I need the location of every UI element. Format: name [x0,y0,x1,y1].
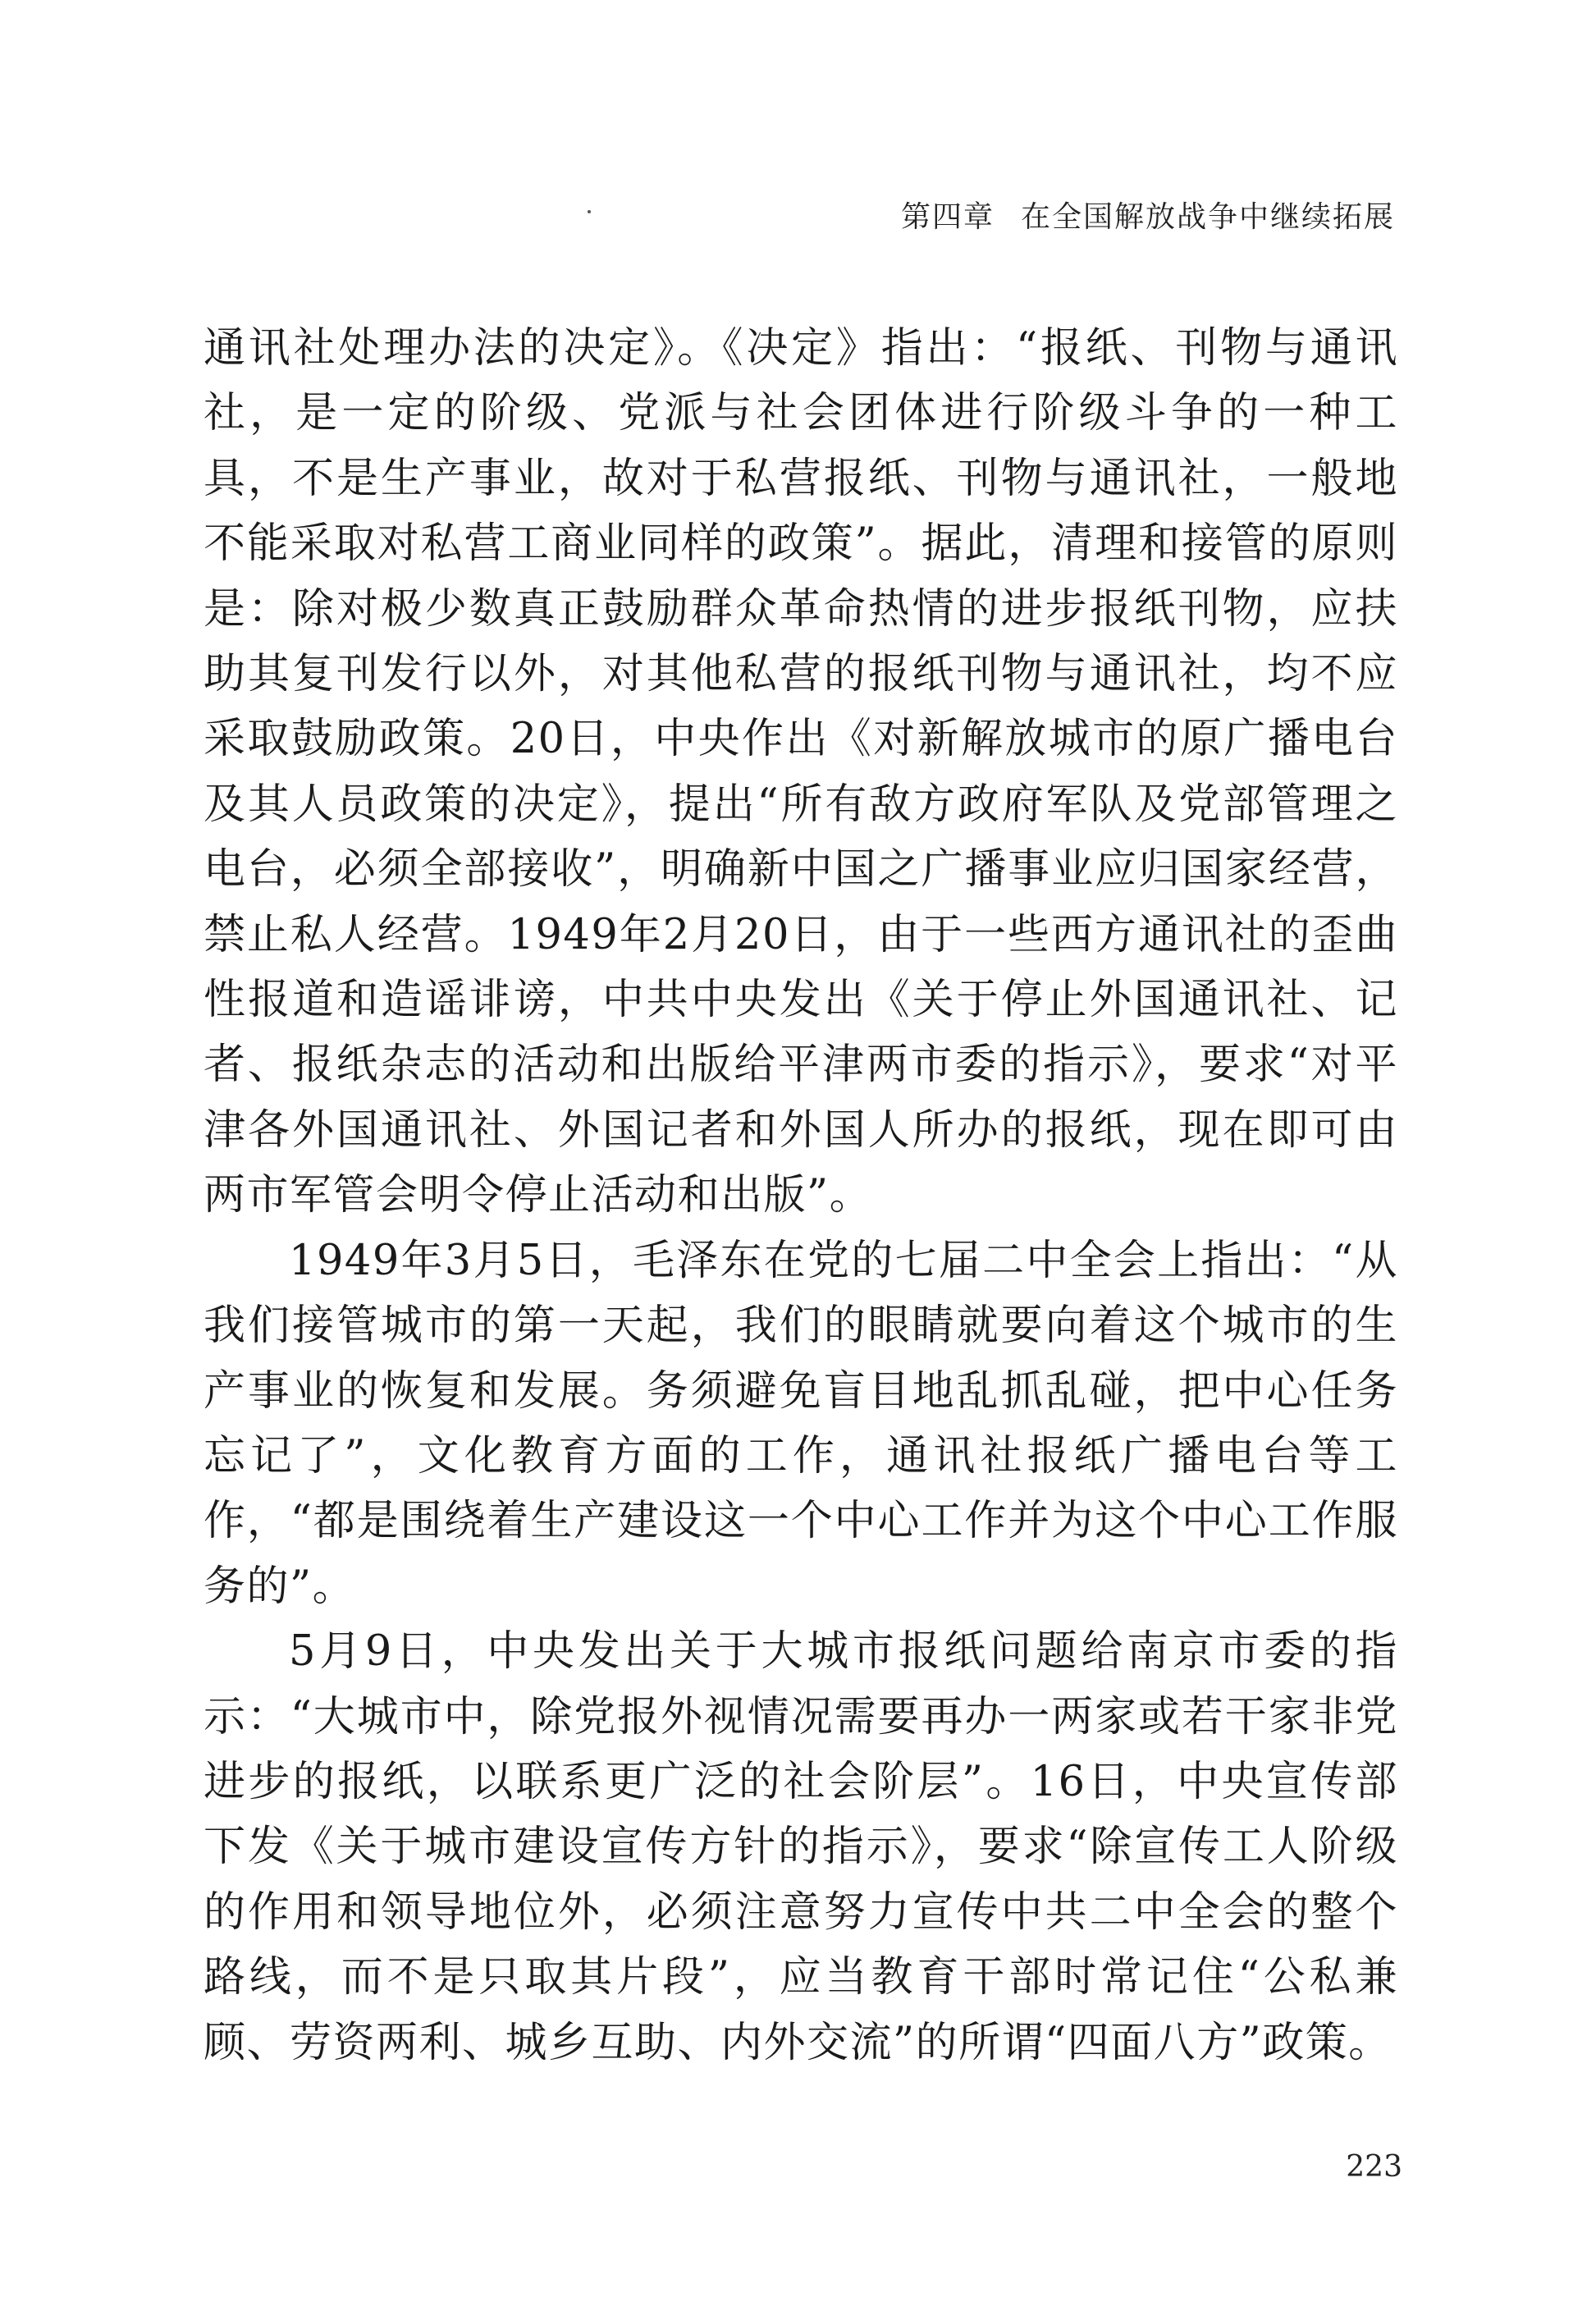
paragraph-3: 5月9日，中央发出关于大城市报纸问题给南京市委的指示：“大城市中，除党报外视情况需要再办一两家或若干家非党进步的报纸，以联系更广泛的社会阶层”。16日，中央宣传部下发《关于城市建设宣传方针的指示》，要求“除宣传工人阶级的作用和领导地位外，必须注意努力宣传中共二中全会的整个路线，而不是只取其片段”，应当教育干部时常记住“公私兼顾、劳资两利、城乡互助、内外交流”的所谓“四面八方”政策。 [204,1627,1398,2067]
body-text [204,316,1398,2075]
header-title: 在全国解放战争中继续拓展 [1020,200,1395,234]
print-speck [588,210,591,213]
running-header [901,194,1395,236]
paragraph-1: 通讯社处理办法的决定》。《决定》指出：“报纸、刊物与通讯社，是一定的阶级、党派与社会团体进行阶级斗争的一种工具，不是生产事业，故对于私营报纸、刊物与通讯社，一般地不能采取对私营工商业同样的政策”。据此，清理和接管的原则是：除对极少数真正鼓励群众革命热情的进步报纸刊物，应扶助其复刊发行以外，对其他私营的报纸刊物与通讯社，均不应采取鼓励政策。20日，中央作出《对新解放城市的原广播电台及其人员政策的决定》，提出“所有敌方政府军队及党部管理之电台，必须全部接收”，明确新中国之广播事业应归国家经营，禁止私人经营。1949年2月20日，由于一些西方通讯社的歪曲性报道和造谣诽谤，中共中央发出《关于停止外国通讯社、记者、报纸杂志的活动和出版给平津两市委的指示》，要求“对平津各外国通讯社、外国记者和外国人所办的报纸，现在即可由两市军管会明令停止活动和出版”。 [204,324,1398,1220]
paragraph-2: 1949年3月5日，毛泽东在党的七届二中全会上指出：“从我们接管城市的第一天起，我们的眼睛就要向着这个城市的生产事业的恢复和发展。务须避免盲目地乱抓乱碰，把中心任务忘记了”，文化教育方面的工作，通讯社报纸广播电台等工作，“都是围绕着生产建设这一个中心工作并为这个中心工作服务的”。 [204,1236,1398,1611]
page-number: 223 [1346,2150,1402,2184]
header-chapter: 第四章 [900,200,995,234]
